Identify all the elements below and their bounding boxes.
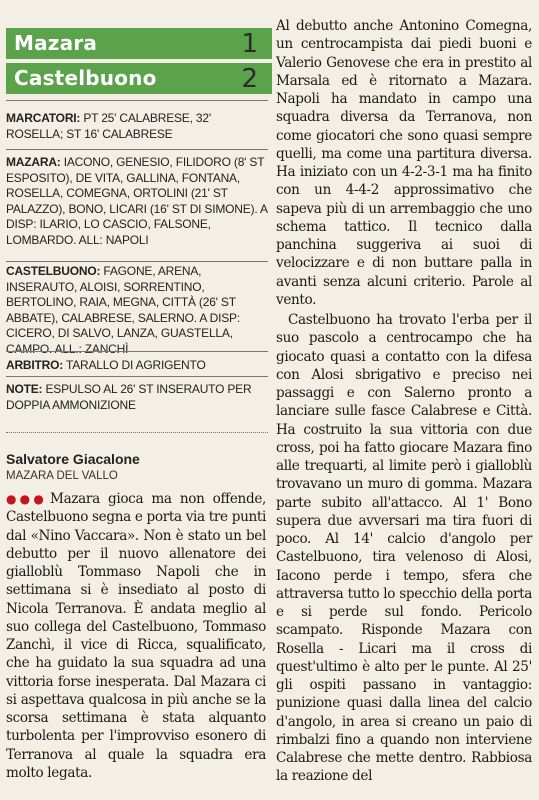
right-column	[272, 0, 534, 800]
divider	[6, 351, 268, 352]
divider	[6, 149, 268, 150]
referee-text: TARALLO DI AGRIGENTO	[65, 358, 206, 372]
referee-block	[6, 358, 268, 374]
author-name: Salvatore Giacalone	[6, 451, 140, 467]
mazara-lineup-block	[6, 155, 268, 248]
article-body-left	[6, 490, 266, 782]
away-team-name: Castelbuono	[14, 66, 157, 90]
article-paragraph: ●●● Mazara gioca ma non offende, Castelbuono segna e porta via tre punti dal «Nino Vaccara». Non è stato un bel debutto per il nuovo allenatore dei gialloblù Tommaso Napoli che in settimana si è insediato al posto di Nicola Terranova. È andata meglio al suo collega del Castelbuono, Tommaso Zanchì, il vice di Ricca, squalificato, che ha guidato la sua squadra ad una vittoria forse inesperata. Dal Mazara ci si aspettava qualcosa in più anche se la scorsa settimana è stata alquanto turbolenta per l'improvviso esonero di Terranova al quale la squadra era molto legata.	[6, 491, 266, 781]
divider	[6, 432, 268, 433]
castelbuono-lineup-block	[6, 264, 268, 357]
article-paragraph: Al debutto anche Antonino Comegna, un centrocampista dai piedi buoni e Valerio Genovese che era in prestito al Marsala ed è ritornato a Mazara. Napoli ha mandato in campo una squadra diversa da Terranova, non come giocatori che sono quasi sempre quelli, ma come una partitura diversa. Ha iniziato con un 4-2-3-1 ma ha finito con un 4-4-2 approssimativo che sapeva più di un arrembaggio che uno schema tattico. Il tecnico dalla panchina suggeriva ai suoi di velocizzare e di non buttare palla in avanti senza alcuni criterio. Parole al vento.	[276, 18, 532, 308]
mazara-lineup-label: MAZARA:	[6, 155, 61, 169]
castelbuono-lineup-text: FAGONE, ARENA, INSERAUTO, ALOISI, SORRENTINO, BERTOLINO, RAIA, MEGNA, CITTÀ (26' ST ABBATE), CALABRESE, SALERNO. A DISP: CICERO, DI SALVO, LANZA, GUASTELLA, CAMPO. ALL.: ZANCHÌ	[6, 264, 240, 356]
home-team-score: 1	[241, 29, 258, 59]
bullet-dots-icon: ●●●	[6, 492, 48, 506]
dateline: MAZARA DEL VALLO	[6, 470, 118, 482]
divider	[6, 261, 268, 262]
left-column	[0, 0, 268, 800]
notes-label: NOTE:	[6, 382, 43, 396]
divider	[6, 100, 268, 101]
scorers-block	[6, 111, 268, 142]
article-paragraph: Castelbuono ha trovato l'erba per il suo pascolo a centrocampo che ha giocato quasi a contatto con la difesa con Alosi sbrigativo e preciso nei passaggi e con Salerno pronto a lanciare sulle fasce Calabrese e Città. Ha costruito la sua vittoria con due cross, poi ha fatto giocare Mazara fino alle trequarti, al limite però i gialloblù trovavano un muro di gomma. Mazara parte subito all'attacco. Al 1' Bono supera due avversari ma tira fuori di poco. Al 14' calcio d'angolo per Castelbuono, tira velenoso di Alosi, Iacono perde i tempo, sfera che attraversa tutto lo specchio della porta e si perde sul fondo. Pericolo scampato. Risponde Mazara con Rosella - Licari ma il cross di quest'ultimo è alto per le punte. Al 25' gli ospiti passano in vantaggio: punizione quasi dalla linea del calcio d'angolo, in area si creano un paio di rimbalzi fino a quando non interviene Calabrese che mette dentro. Rabbiosa la reazione del	[276, 312, 532, 785]
away-team-score: 2	[241, 64, 258, 94]
referee-label: ARBITRO:	[6, 358, 64, 372]
score-bar-away	[6, 63, 272, 94]
scorers-text: PT 25' CALABRESE, 32' ROSELLA; ST 16' CALABRESE	[6, 111, 211, 141]
notes-text: ESPULSO AL 26' ST INSERAUTO PER DOPPIA AMMONIZIONE	[6, 382, 252, 412]
score-bar-home	[6, 28, 272, 59]
article-body-right	[276, 17, 532, 786]
divider	[6, 376, 268, 377]
castelbuono-lineup-label: CASTELBUONO:	[6, 264, 101, 278]
home-team-name: Mazara	[14, 31, 98, 55]
mazara-lineup-text: IACONO, GENESIO, FILIDORO (8' ST ESPOSITO), DE VITA, GALLINA, FONTANA, ROSELLA, COMEGNA, ORTOLINI (21' ST PALAZZO), BONO, LICARI (16' ST DI SIMONE). A DISP: ILARIO, LO CASCIO, FALSONE, LOMBARDO. ALL: NAPOLI	[6, 155, 268, 247]
notes-block	[6, 382, 268, 413]
scorers-label: MARCATORI:	[6, 111, 81, 125]
